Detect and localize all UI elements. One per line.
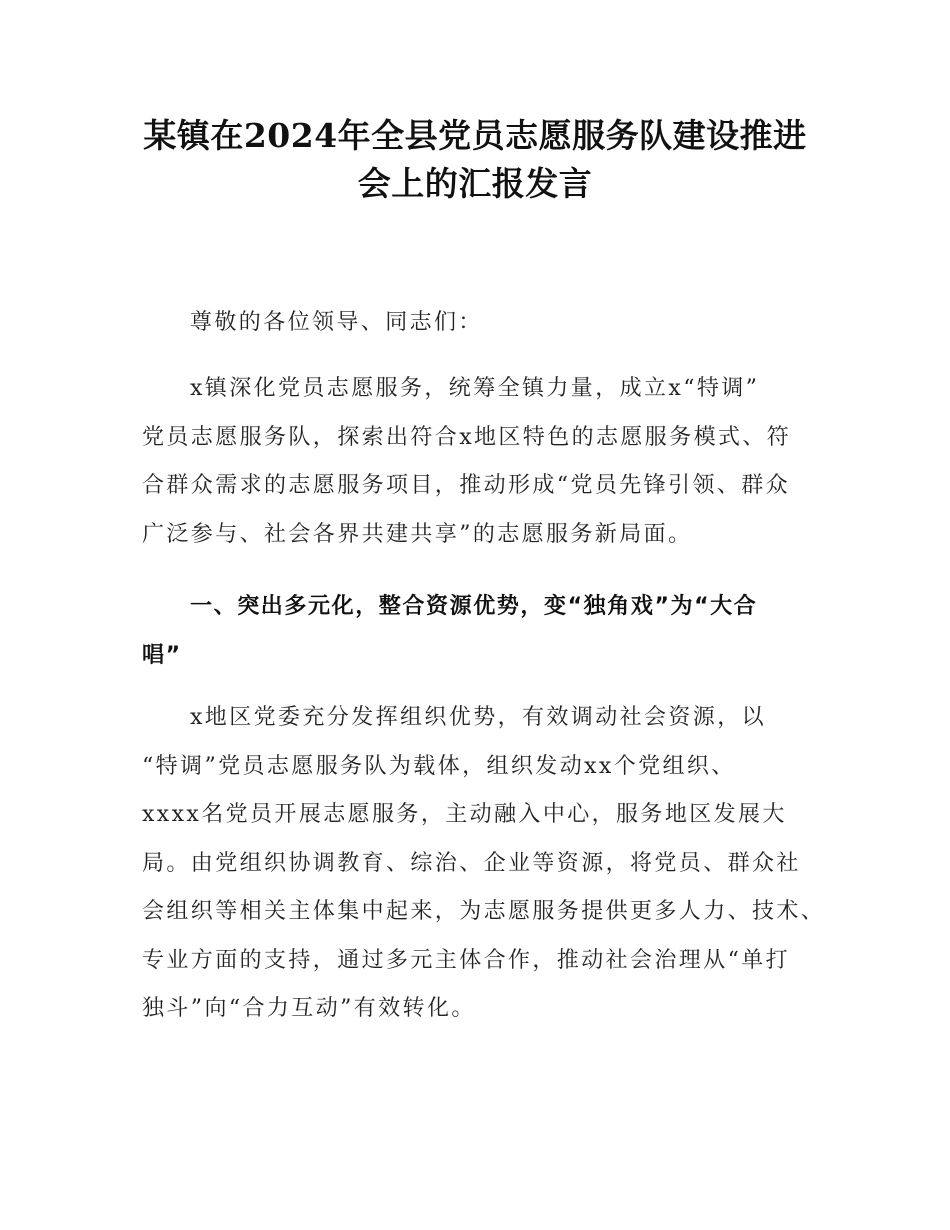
body-line: x地区党委充分发挥组织优势，有效调动社会资源，以 [190,705,767,730]
salutation-paragraph [142,299,832,348]
intro-line: 党员志愿服务队，探索出符合x地区特色的志愿服务模式、符 [142,424,792,450]
intro-line: 广泛参与、社会各界共建共享”的志愿服务新局面。 [142,521,693,547]
section-heading-line: 唱” [142,642,182,668]
body-line: 独斗”向“合力互动”有效转化。 [142,996,476,1021]
intro-line: x镇深化党员志愿服务，统筹全镇力量，成立x“特调” [190,376,760,401]
title-line-1: 某镇在2024年全县党员志愿服务队建设推进 [143,116,807,155]
section-1-body [142,694,832,1034]
body-line: 局。由党组织协调教育、综治、企业等资源，将党员、群众社 [142,850,801,876]
document-title [100,112,850,208]
intro-line: 合群众需求的志愿服务项目，推动形成“党员先锋引领、群众 [142,473,791,498]
body-line: 专业方面的支持，通过多元主体合作，推动社会治理从“单打 [142,947,791,973]
section-heading-line: 一、突出多元化，整合资源优势，变“独角戏”为“大合 [190,594,758,619]
salutation: 尊敬的各位领导、同志们： [190,310,483,335]
body-line: xxxx名党员开展志愿服务，主动融入中心，服务地区发展大 [142,802,787,827]
body-line: 会组织等相关主体集中起来，为志愿服务提供更多人力、技术、 [142,899,826,924]
intro-paragraph [142,365,832,559]
body-line: “特调”党员志愿服务队为载体，组织发动xx个党组织、 [142,753,736,779]
section-1-heading [142,583,832,680]
title-line-2: 会上的汇报发言 [357,164,593,203]
